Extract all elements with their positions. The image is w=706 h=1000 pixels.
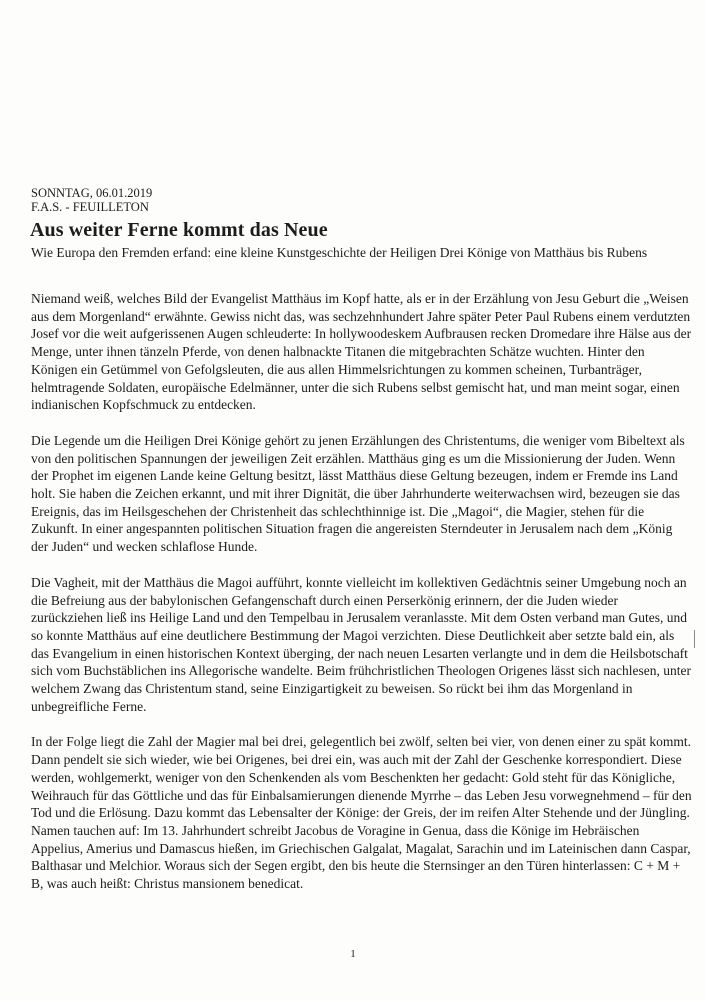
date-line: SONNTAG, 06.01.2019	[31, 186, 153, 200]
page-number: 1	[350, 948, 356, 960]
paragraph: Die Vagheit, mit der Matthäus die Magoi aufführt, konnte vielleicht im kollektiven Gedächtnis seiner Umgebung noch an die Befreiung aus der babylonischen Gefangenschaft durch einen Perserkönig erinnern, der die Juden wieder zurückziehen ließ ins Heilige Land und den Tempelbau in Jerusalem veranlasste. Mit dem Osten verband man Gutes, und so konnte Matthäus auf eine deutlichere Bestimmung der Magoi verzichten. Diese Deutlichkeit aber setzte bald ein, als das Evangelium in einen historischen Kontext überging, der nach neuen Lesarten verlangte und in dem die Heilsbotschaft sich vom Buchstäblichen ins Allegorische wandelte. Beim frühchristlichen Theologen Origenes lässt sich nachlesen, unter welchem Zwang das Christentum stand, seine Einzigartigkeit zu beweisen. So rückt bei ihm das Morgenland in unbegreifliche Ferne.	[31, 574, 691, 714]
article-meta	[31, 186, 152, 214]
paragraph: Die Legende um die Heiligen Drei Könige gehört zu jenen Erzählungen des Christentums, die weniger vom Bibeltext als von den politischen Spannungen der jeweiligen Zeit erzählen. Matthäus ging es um die Missionierung der Juden. Wenn der Prophet im eigenen Lande keine Geltung besitzt, lässt Matthäus diese Geltung bezeugen, indem er Fremde ins Land holt. Sie haben die Zeichen erkannt, und mit ihrer Dignität, die über Jahrhunderte weiterwachsen wird, bezeugen sie das Ereignis, das im Heilsgeschehen der Christenheit das schlechthinnige ist. Die „Magoi“, die Magier, stehen für die Zukunft. In einer angespannten politischen Situation fragen die angereisten Sterndeuter in Jerusalem nach dem „König der Juden“ und wecken schlaflose Hunde.	[31, 432, 685, 555]
scan-mark	[694, 630, 695, 648]
article-body	[31, 290, 693, 911]
source-line: F.A.S. - FEUILLETON	[31, 200, 149, 214]
paragraph: In der Folge liegt die Zahl der Magier mal bei drei, gelegentlich bei zwölf, selten bei vier, von denen einer zu spät kommt. Dann pendelt sie sich wieder, wie bei Origenes, bei drei ein, was auch mit der Zahl der Geschenke korrespondiert. Diese werden, wohlgemerkt, weniger von den Schenkenden als vom Beschenkten her gedacht: Gold steht für das Königliche, Weihrauch für das Göttliche und das für Einbalsamierungen dienende Myrrhe – das Leben Jesu vorwegnehmend – für den Tod und die Erlösung. Dazu kommt das Lebensalter der Könige: der Greis, der im reifen Alter Stehende und der Jüngling. Namen tauchen auf: Im 13. Jahrhundert schreibt Jacobus de Voragine in Genua, dass die Könige im Hebräischen Appelius, Amerius und Damascus hießen, im Griechischen Galgalat, Magalat, Sarachin und im Lateinischen dann Caspar, Balthasar und Melchior. Woraus sich der Segen ergibt, den bis heute die Sternsinger an den Türen hinterlassen: C + M + B, was auch heißt: Christus mansionem benedicat.	[31, 734, 692, 892]
article-subtitle: Wie Europa den Fremden erfand: eine kleine Kunstgeschichte der Heiligen Drei Könige von Matthäus bis Rubens	[31, 245, 648, 260]
paragraph: Niemand weiß, welches Bild der Evangelist Matthäus im Kopf hatte, als er in der Erzählung von Jesu Geburt die „Weisen aus dem Morgenland“ erwähnte. Gewiss nicht das, was sechzehnhundert Jahre später Peter Paul Rubens einem verdutzten Josef vor die weit aufgerissenen Augen schleuderte: In hollywoodeskem Aufbrausen recken Dromedare ihre Hälse aus der Menge, unter ihnen tänzeln Pferde, von denen halbnackte Titanen die mitgebrachten Schätze wuchten. Hinter den Königen ein Getümmel von Gefolgsleuten, die aus allen Himmelsrichtungen zu kommen scheinen, Turbanträger, helmtragende Soldaten, europäische Edelmänner, unter die sich Rubens selbst gemischt hat, und man meint sogar, einen indianischen Kopfschmuck zu entdecken.	[31, 291, 692, 413]
article-title: Aus weiter Ferne kommt das Neue	[30, 219, 328, 241]
